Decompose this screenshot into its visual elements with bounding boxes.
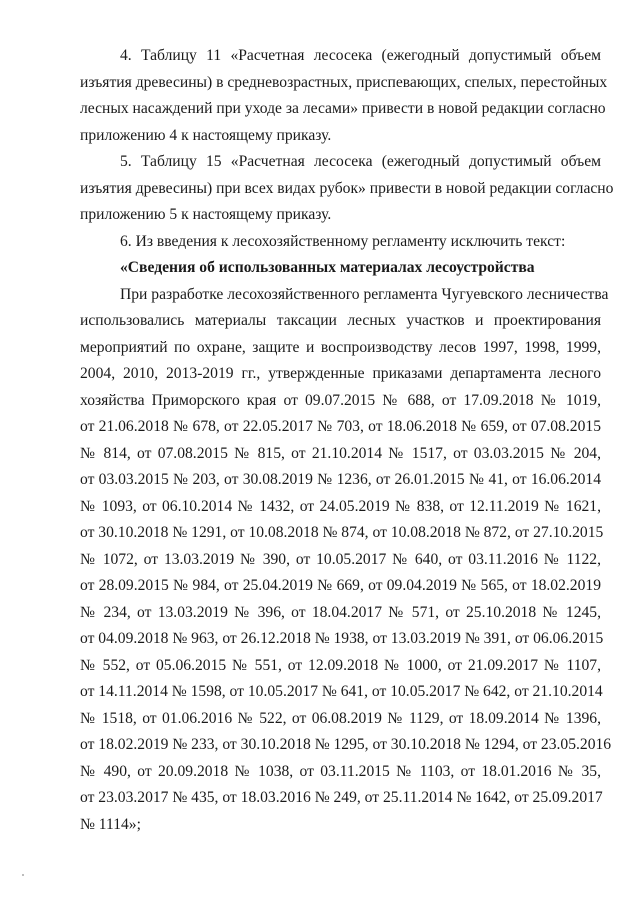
paragraph-5-line: приложению 5 к настоящему приказу. [80,206,332,223]
body-line: мероприятий по охране, защите и воспроизводству лесов 1997, 1998, 1999, [80,338,601,356]
body-line: При разработке лесохозяйственного регламента Чугуевского лесничества [120,285,609,303]
body-line: № 814, от 07.08.2015 № 815, от 21.10.2014 № 1517, от 03.03.2015 № 204, [80,444,601,462]
paragraph-4-line: приложению 4 к настоящему приказу. [80,126,332,144]
body-line: от 21.06.2018 № 678, от 22.05.2017 № 703, от 18.06.2018 № 659, от 07.08.2015 [80,418,601,435]
paragraph-4-line: изъятия древесины) в средневозрастных, приспевающих, спелых, перестойных [80,73,608,91]
body-line: № 1518, от 01.06.2016 № 522, от 06.08.2019 № 1129, от 18.09.2014 № 1396, [80,709,601,727]
document-body [80,43,614,838]
body-line: от 03.03.2015 № 203, от 30.08.2019 № 1236, от 26.01.2015 № 41, от 16.06.2014 [80,471,601,488]
body-line: № 552, от 05.06.2015 № 551, от 12.09.2018 № 1000, от 21.09.2017 № 1107, [80,656,601,674]
body-line: использовались материалы таксации лесных участков и проектирования [80,312,601,329]
body-line: хозяйства Приморского края от 09.07.2015 № 688, от 17.09.2018 № 1019, [80,391,601,409]
body-line: № 1072, от 13.03.2019 № 390, от 10.05.2017 № 640, от 03.11.2016 № 1122, [80,550,601,568]
body-line: 2004, 2010, 2013-2019 гг., утвержденные приказами департамента лесного [80,365,601,382]
paragraph-5-line: 5. Таблицу 15 «Расчетная лесосека (ежегодный допустимый объем [120,153,601,170]
body-line: № 490, от 20.09.2018 № 1038, от 03.11.2015 № 1103, от 18.01.2016 № 35, [80,762,601,780]
body-line: № 234, от 13.03.2019 № 396, от 18.04.2017 № 571, от 25.10.2018 № 1245, [80,603,601,621]
body-line: от 18.02.2019 № 233, от 30.10.2018 № 1295, от 30.10.2018 № 1294, от 23.05.2016 [80,736,612,753]
body-line: от 14.11.2014 № 1598, от 10.05.2017 № 641, от 10.05.2017 № 642, от 21.10.2014 [80,683,603,700]
body-line: от 23.03.2017 № 435, от 18.03.2016 № 249, от 25.11.2014 № 1642, от 25.09.2017 [80,789,603,806]
paragraph-6-line: 6. Из введения к лесохозяйственному регламенту исключить текст: [120,232,566,250]
body-line: от 04.09.2018 № 963, от 26.12.2018 № 1938, от 13.03.2019 № 391, от 06.06.2015 [80,630,604,647]
paragraph-5-line: изъятия древесины) при всех видах рубок» привести в новой редакции согласно [80,179,614,197]
section-heading: «Сведения об использованных материалах лесоустройства [120,259,535,276]
body-line: от 30.10.2018 № 1291, от 10.08.2018 № 874, от 10.08.2018 № 872, от 27.10.2015 [80,524,604,541]
body-line: № 1114»; [80,815,141,833]
scan-artifact [22,874,24,876]
body-line: № 1093, от 06.10.2014 № 1432, от 24.05.2019 № 838, от 12.11.2019 № 1621, [80,497,601,515]
body-line: от 28.09.2015 № 984, от 25.04.2019 № 669, от 09.04.2019 № 565, от 18.02.2019 [80,577,601,594]
paragraph-4-line: 4. Таблицу 11 «Расчетная лесосека (ежегодный допустимый объем [120,47,601,64]
paragraph-4-line: лесных насаждений при уходе за лесами» привести в новой редакции согласно [80,100,606,117]
